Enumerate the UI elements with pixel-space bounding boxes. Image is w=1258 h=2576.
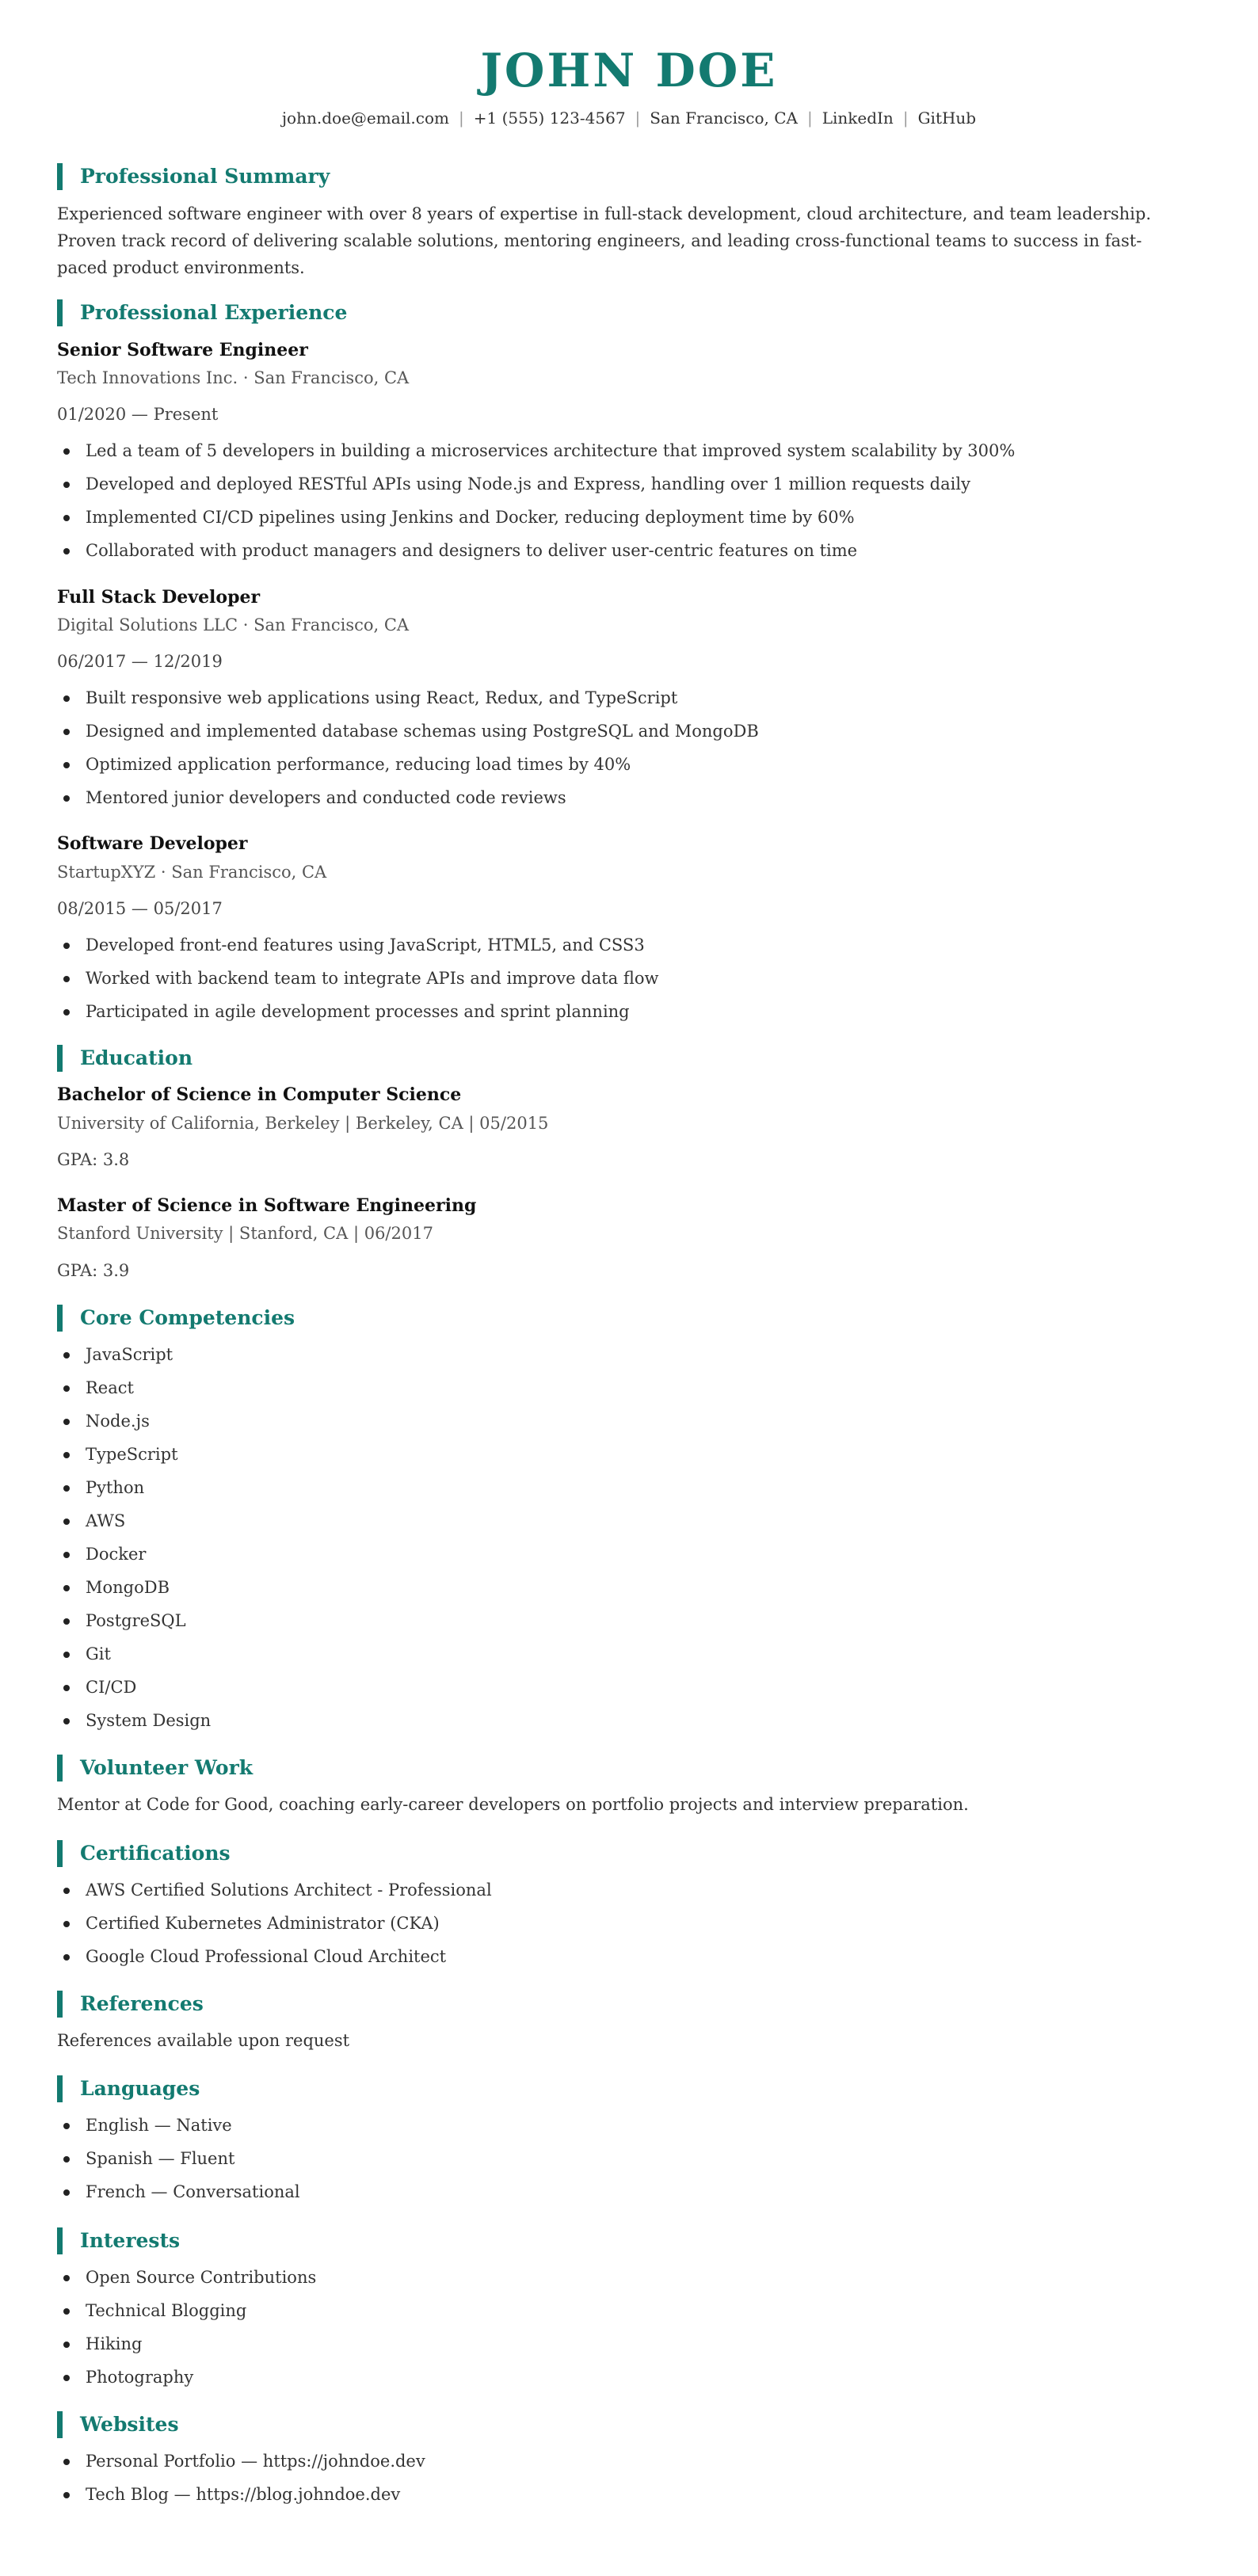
job-title: Full Stack Developer	[57, 587, 261, 608]
email-link[interactable]: john.doe@email.com	[281, 109, 449, 128]
summary-text: Experienced software engineer with over 8 years of expertise in full-stack development, cloud architecture, and team leadership. Proven track record of delivering scalable solutions, mentoring engineers, and leading cross-functional teams to success in fast-paced product environments.	[57, 204, 1151, 277]
references-text: References available upon request	[57, 2031, 350, 2050]
job-title: Senior Software Engineer	[57, 340, 308, 360]
skill-item: PostgreSQL	[86, 1608, 186, 1633]
gpa-text: GPA: 3.8	[57, 1150, 130, 1169]
linkedin-link[interactable]: LinkedIn	[822, 109, 894, 128]
skill-item: CI/CD	[86, 1675, 136, 1700]
separator: |	[635, 109, 641, 128]
website-link[interactable]: Tech Blog — https://blog.johndoe.dev	[86, 2482, 400, 2507]
skill-item: React	[86, 1375, 134, 1400]
job-company: StartupXYZ · San Francisco, CA	[57, 863, 327, 882]
skill-item: MongoDB	[86, 1575, 170, 1600]
job-bullet: Designed and implemented database schemas using PostgreSQL and MongoDB	[86, 718, 759, 744]
candidate-name: JOHN DOE	[480, 44, 778, 97]
job-title: Software Developer	[57, 833, 248, 854]
phone-text: +1 (555) 123-4567	[473, 109, 626, 128]
section-title-references: References	[57, 1991, 204, 2018]
separator: |	[902, 109, 909, 128]
section-title-volunteer: Volunteer Work	[57, 1755, 253, 1781]
volunteer-text: Mentor at Code for Good, coaching early-career developers on portfolio projects and interview preparation.	[57, 1795, 969, 1814]
school-line: Stanford University | Stanford, CA | 06/2017	[57, 1224, 433, 1243]
skill-item: AWS	[86, 1508, 125, 1534]
job-bullet: Optimized application performance, reducing load times by 40%	[86, 752, 631, 777]
interest-item: Open Source Contributions	[86, 2265, 316, 2290]
skill-item: JavaScript	[86, 1342, 173, 1367]
language-item: Spanish — Fluent	[86, 2146, 234, 2171]
job-bullet: Collaborated with product managers and designers to deliver user-centric features on time	[86, 538, 857, 563]
job-dates: 08/2015 — 05/2017	[57, 899, 223, 918]
job-bullet: Led a team of 5 developers in building a microservices architecture that improved system scalability by 300%	[86, 438, 1015, 463]
job-dates: 06/2017 — 12/2019	[57, 652, 223, 671]
interest-item: Technical Blogging	[86, 2298, 246, 2323]
separator: |	[806, 109, 813, 128]
degree-title: Master of Science in Software Engineering	[57, 1195, 477, 1216]
website-link[interactable]: Personal Portfolio — https://johndoe.dev	[86, 2448, 425, 2474]
job-bullet: Worked with backend team to integrate APIs and improve data flow	[86, 966, 659, 991]
section-title-summary: Professional Summary	[57, 163, 330, 190]
job-bullet: Mentored junior developers and conducted code reviews	[86, 785, 566, 810]
job-bullet: Implemented CI/CD pipelines using Jenkins and Docker, reducing deployment time by 60%	[86, 505, 855, 530]
contact-line	[0, 107, 1258, 129]
job-bullet: Built responsive web applications using React, Redux, and TypeScript	[86, 685, 677, 711]
skill-item: System Design	[86, 1708, 211, 1733]
certification-item: Certified Kubernetes Administrator (CKA)	[86, 1911, 440, 1936]
gpa-text: GPA: 3.9	[57, 1261, 130, 1280]
location-text: San Francisco, CA	[650, 109, 798, 128]
degree-title: Bachelor of Science in Computer Science	[57, 1084, 462, 1105]
certification-item: AWS Certified Solutions Architect - Professional	[86, 1877, 492, 1903]
section-title-websites: Websites	[57, 2411, 179, 2438]
section-title-education: Education	[57, 1045, 193, 1072]
certification-item: Google Cloud Professional Cloud Architect	[86, 1944, 446, 1969]
section-title-skills: Core Competencies	[57, 1305, 295, 1332]
skill-item: Node.js	[86, 1408, 150, 1434]
section-title-languages: Languages	[57, 2075, 200, 2102]
section-title-certifications: Certifications	[57, 1840, 231, 1867]
job-company: Tech Innovations Inc. · San Francisco, CA	[57, 368, 410, 387]
job-bullet: Participated in agile development processes and sprint planning	[86, 999, 630, 1024]
interest-item: Photography	[86, 2365, 193, 2390]
section-title-experience: Professional Experience	[57, 299, 347, 326]
school-line: University of California, Berkeley | Berkeley, CA | 05/2015	[57, 1114, 549, 1133]
job-dates: 01/2020 — Present	[57, 405, 219, 424]
language-item: French — Conversational	[86, 2179, 300, 2204]
skill-item: Docker	[86, 1541, 146, 1567]
job-company: Digital Solutions LLC · San Francisco, CA	[57, 615, 410, 634]
skill-item: TypeScript	[86, 1442, 178, 1467]
skill-item: Git	[86, 1641, 111, 1667]
separator: |	[458, 109, 464, 128]
skill-item: Python	[86, 1475, 144, 1500]
job-bullet: Developed and deployed RESTful APIs using Node.js and Express, handling over 1 million requests daily	[86, 471, 970, 497]
interest-item: Hiking	[86, 2331, 142, 2357]
github-link[interactable]: GitHub	[917, 109, 977, 128]
section-title-interests: Interests	[57, 2227, 180, 2254]
job-bullet: Developed front-end features using JavaScript, HTML5, and CSS3	[86, 932, 645, 958]
language-item: English — Native	[86, 2113, 232, 2138]
